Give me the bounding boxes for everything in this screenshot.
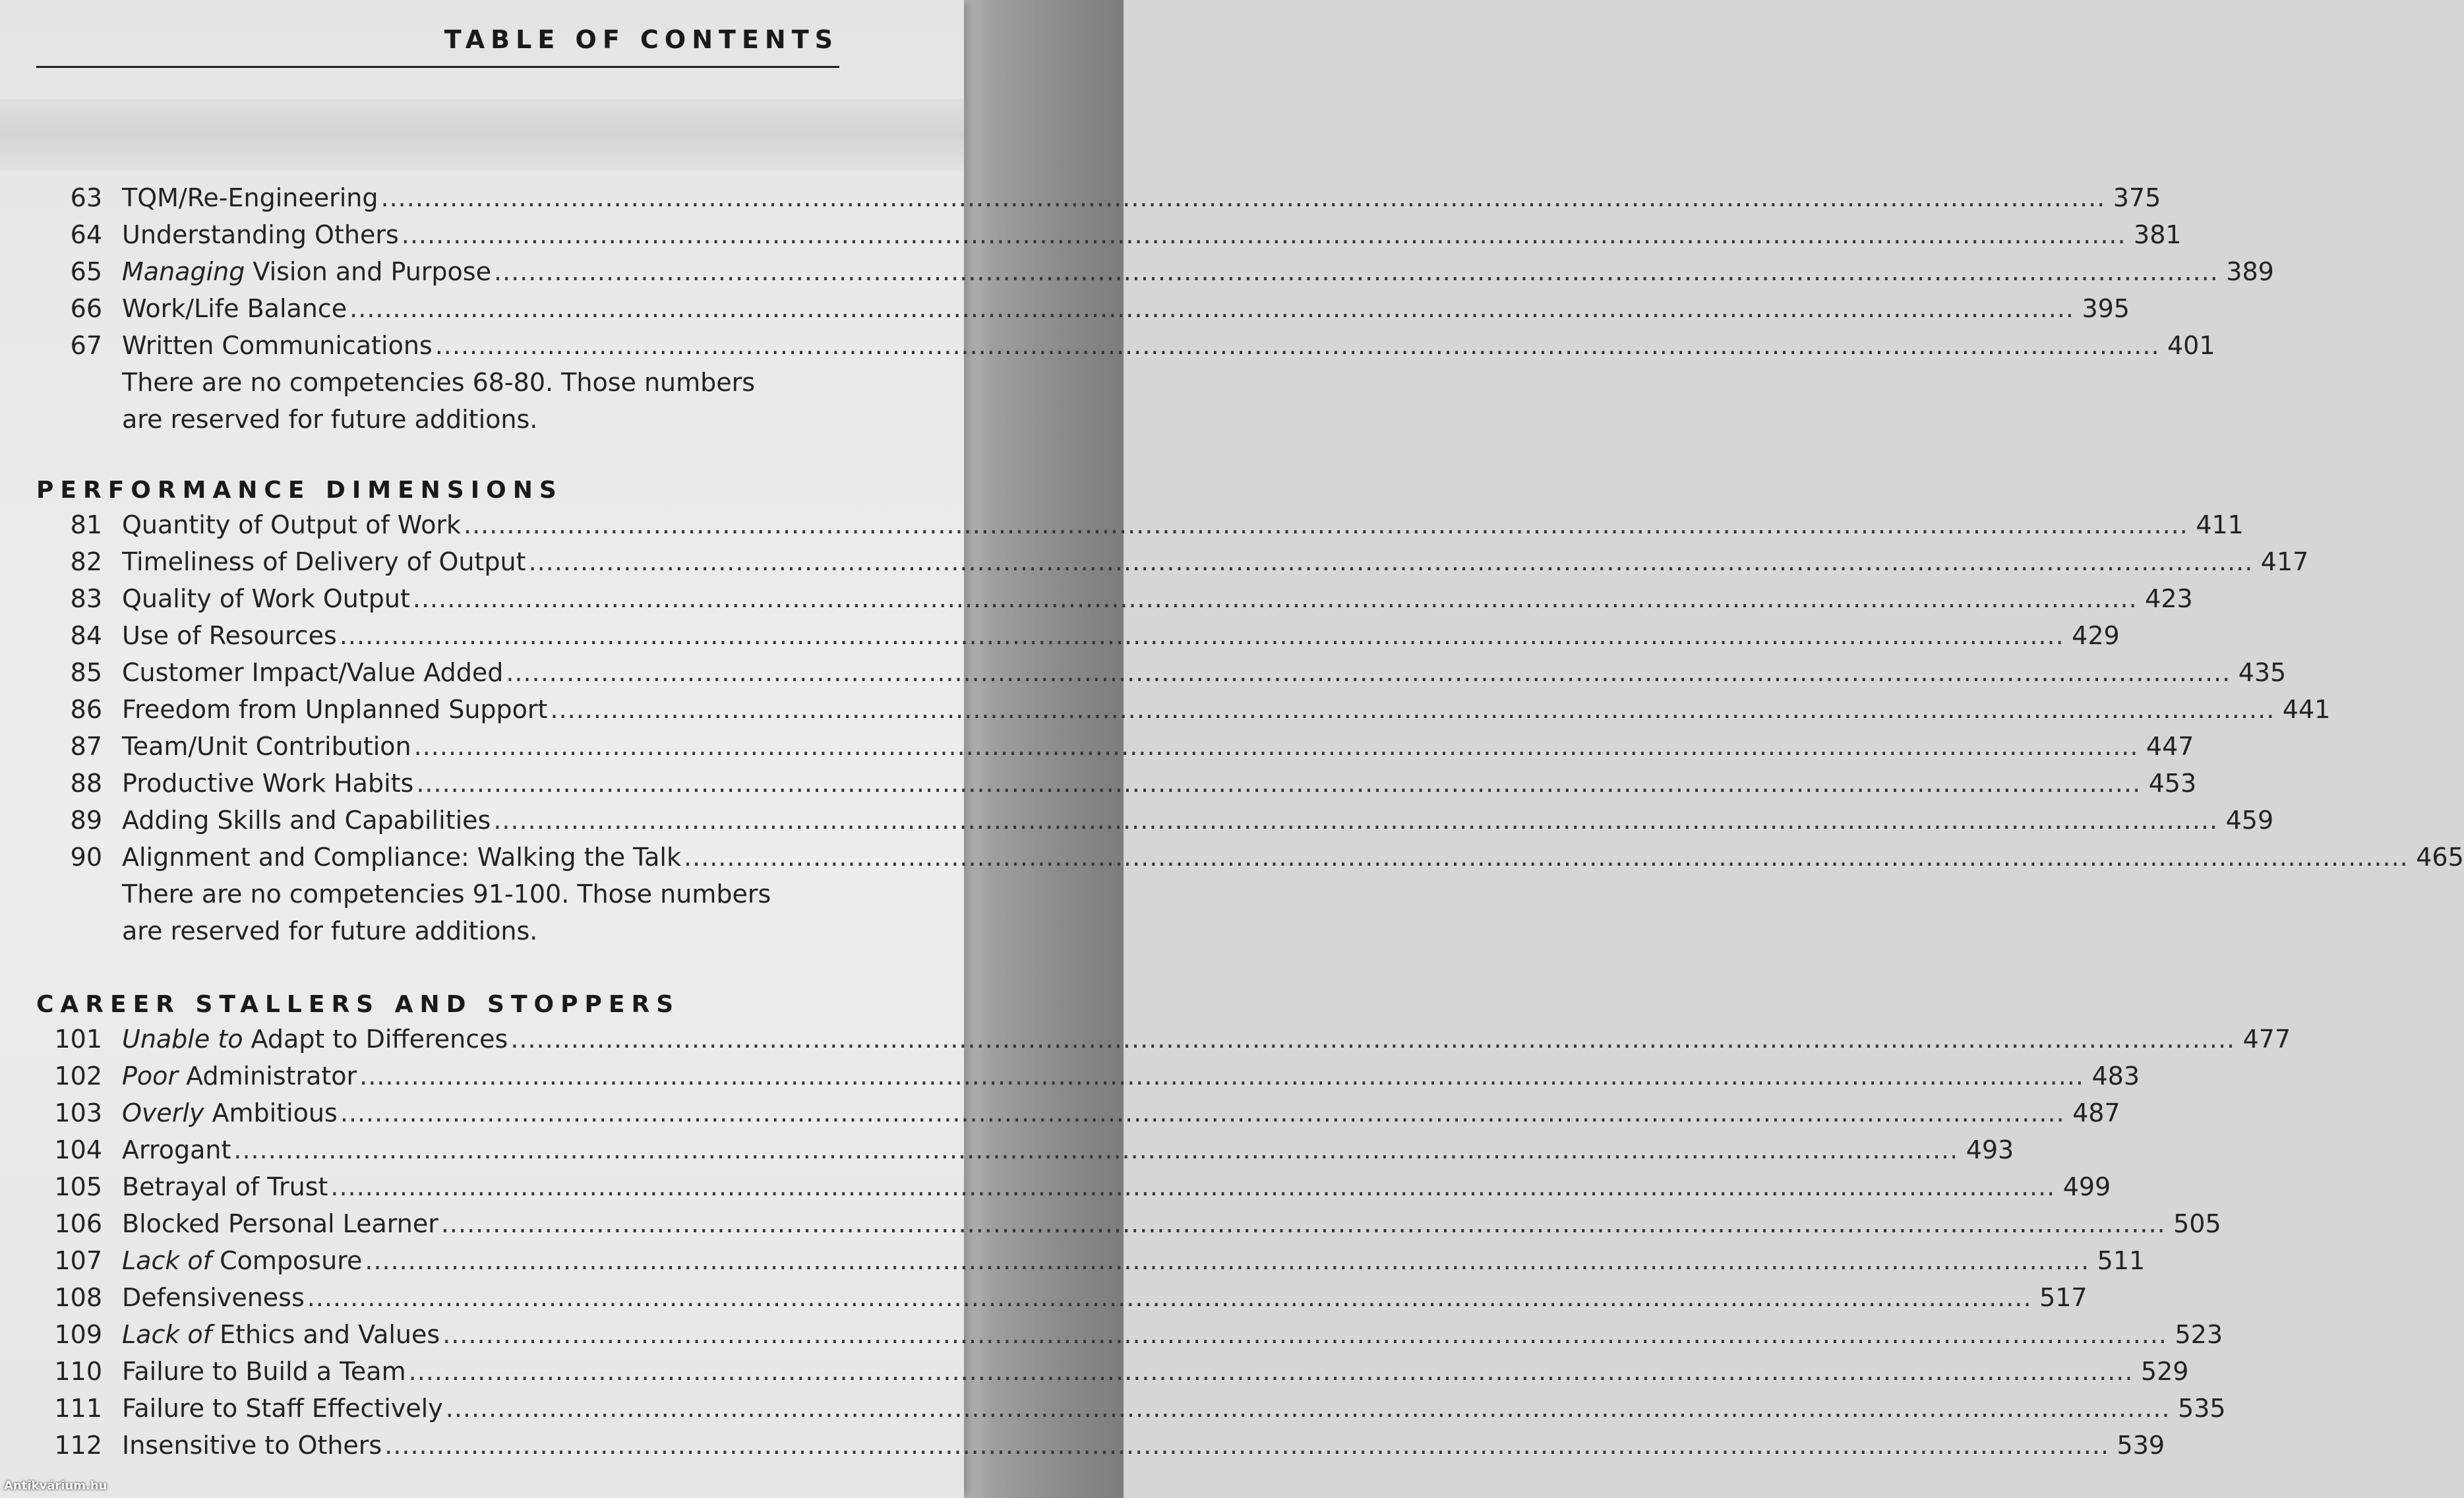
entry-page-number: 423 <box>2145 584 2193 613</box>
toc-entry[interactable] <box>36 290 2130 327</box>
toc-entry[interactable] <box>36 1131 2014 1168</box>
entry-number: 102 <box>54 1062 102 1091</box>
entry-title-wrap <box>122 1279 2035 1316</box>
entry-number: 67 <box>70 331 102 360</box>
entry-title <box>122 290 347 327</box>
entry-title <box>122 506 461 543</box>
entry-page-number: 441 <box>2282 695 2331 724</box>
toc-entry[interactable] <box>36 216 2182 253</box>
entry-title <box>122 617 337 654</box>
entry-page-number: 477 <box>2242 1025 2291 1054</box>
toc-entry[interactable] <box>36 617 2120 654</box>
toc-entry[interactable] <box>36 1094 2120 1131</box>
dot-leader: ........................................................................................................................................................................................................ <box>359 1062 2084 1091</box>
entry-title-text: Defensiveness <box>122 1283 305 1312</box>
entry-title-wrap <box>122 290 2077 327</box>
dot-leader: ........................................................................................................................................................................................................ <box>340 1098 2065 1127</box>
entry-title <box>122 1279 305 1316</box>
toc-entry[interactable] <box>36 1021 2291 1058</box>
entry-page-number: 505 <box>2173 1209 2221 1238</box>
entry-title-text: Freedom from Unplanned Support <box>122 695 548 724</box>
entry-title-text: Adapt to Differences <box>243 1025 508 1054</box>
entry-title-wrap <box>122 327 2163 364</box>
toc-entry[interactable] <box>36 179 2161 216</box>
toc-entry[interactable] <box>36 1390 2226 1427</box>
entry-title-text: Adding Skills and Capabilities <box>122 806 491 835</box>
entry-page-number: 529 <box>2140 1357 2189 1386</box>
toc-section-competencies-end <box>36 179 2274 438</box>
toc-entry[interactable] <box>36 1316 2223 1353</box>
entry-number: 110 <box>54 1357 102 1386</box>
entry-number: 90 <box>70 843 102 872</box>
toc-entry[interactable] <box>36 1058 2140 1094</box>
entry-page-number: 375 <box>2113 183 2161 212</box>
entry-title-wrap <box>122 1242 2092 1279</box>
entry-page-number: 459 <box>2225 806 2274 835</box>
section-heading: CAREER STALLERS AND STOPPERS <box>36 991 680 1018</box>
toc-entry[interactable] <box>36 839 2464 876</box>
entry-page-number: 493 <box>1966 1135 2014 1164</box>
entry-title-text: Betrayal of Trust <box>122 1172 328 1201</box>
entry-title <box>122 691 547 728</box>
entry-page-number: 539 <box>2117 1431 2165 1460</box>
entry-number: 83 <box>70 584 102 613</box>
dot-leader: ........................................................................................................................................................................................................ <box>380 183 2106 212</box>
entry-title-wrap <box>122 1021 2238 1058</box>
entry-title-text: Failure to Staff Effectively <box>122 1394 443 1423</box>
entry-title-text: Blocked Personal Learner <box>122 1209 438 1238</box>
entry-title <box>122 728 411 765</box>
toc-entry[interactable] <box>36 765 2197 802</box>
entry-number: 103 <box>54 1098 102 1127</box>
dot-leader: ........................................................................................................................................................................................................ <box>365 1246 2090 1275</box>
dot-leader: ........................................................................................................................................................................................................ <box>401 220 2126 249</box>
entry-title-wrap <box>122 1390 2173 1427</box>
dot-leader: ........................................................................................................................................................................................................ <box>683 843 2409 872</box>
entry-title-italic-prefix: Lack of <box>122 1246 212 1275</box>
entry-number: 64 <box>70 220 102 249</box>
dot-leader: ........................................................................................................................................................................................................ <box>464 510 2188 539</box>
entry-title-wrap <box>122 216 2129 253</box>
entry-number: 89 <box>70 806 102 835</box>
entry-number: 112 <box>54 1431 102 1460</box>
entry-page-number: 535 <box>2178 1394 2226 1423</box>
entry-title-wrap <box>122 839 2411 876</box>
running-head: TABLE OF CONTENTS <box>444 25 839 54</box>
entry-number: 104 <box>54 1135 102 1164</box>
entry-title-wrap <box>122 1058 2087 1094</box>
entry-number: 86 <box>70 695 102 724</box>
entry-title <box>122 654 503 691</box>
toc-section-performance-dimensions <box>36 475 2464 949</box>
entry-title-italic-prefix: Unable to <box>122 1025 243 1054</box>
entry-page-number: 523 <box>2175 1320 2223 1349</box>
entry-title-text: Insensitive to Others <box>122 1431 382 1460</box>
toc-entry[interactable] <box>36 327 2215 364</box>
entry-title-wrap <box>122 802 2221 839</box>
entry-title-text: Team/Unit Contribution <box>122 732 411 761</box>
entry-title <box>122 1094 338 1131</box>
entry-title-text: Use of Resources <box>122 621 337 650</box>
dot-leader: ........................................................................................................................................................................................................ <box>339 621 2064 650</box>
entry-page-number: 517 <box>2039 1283 2088 1312</box>
entry-title-wrap <box>122 654 2233 691</box>
entry-title-wrap <box>122 1168 2058 1205</box>
entry-number: 111 <box>54 1394 102 1423</box>
entry-page-number: 417 <box>2260 547 2309 576</box>
toc-entry[interactable] <box>36 1427 2165 1464</box>
entry-number: 82 <box>70 547 102 576</box>
toc-entry[interactable] <box>36 1242 2146 1279</box>
entry-title <box>122 253 491 290</box>
entry-title-text: Arrogant <box>122 1135 231 1164</box>
toc-entry[interactable] <box>36 543 2309 580</box>
entry-number: 88 <box>70 769 102 798</box>
entry-title <box>122 1316 440 1353</box>
entry-title <box>122 1242 362 1279</box>
dot-leader: ........................................................................................................................................................................................................ <box>445 1394 2171 1423</box>
dot-leader: ........................................................................................................................................................................................................ <box>510 1025 2236 1054</box>
entry-title <box>122 765 413 802</box>
dot-leader: ........................................................................................................................................................................................................ <box>440 1209 2166 1238</box>
entry-title <box>122 580 410 617</box>
toc-entry[interactable] <box>36 802 2274 839</box>
entry-title-text: Administrator <box>178 1062 357 1091</box>
toc-entry[interactable] <box>36 728 2194 765</box>
entry-page-number: 447 <box>2146 732 2194 761</box>
entry-title-wrap <box>122 1205 2169 1242</box>
entry-title-wrap <box>122 580 2140 617</box>
entry-number: 65 <box>70 257 102 286</box>
toc-entry[interactable] <box>36 253 2274 290</box>
entry-title-text: Quantity of Output of Work <box>122 510 462 539</box>
entry-page-number: 487 <box>2072 1098 2120 1127</box>
entry-number: 84 <box>70 621 102 650</box>
entry-number: 87 <box>70 732 102 761</box>
entry-title <box>122 802 491 839</box>
dot-leader: ........................................................................................................................................................................................................ <box>528 547 2254 576</box>
dot-leader: ........................................................................................................................................................................................................ <box>550 695 2275 724</box>
entry-title-text: Alignment and Compliance: Walking the Talk <box>122 843 681 872</box>
entry-page-number: 499 <box>2062 1172 2111 1201</box>
entry-page-number: 381 <box>2134 220 2182 249</box>
section-heading: PERFORMANCE DIMENSIONS <box>36 477 563 504</box>
entry-page-number: 465 <box>2416 843 2464 872</box>
entry-title <box>122 1353 406 1390</box>
entry-title-text: Customer Impact/Value Added <box>122 658 504 687</box>
entry-title-wrap <box>122 765 2144 802</box>
entry-title-text: Written Communications <box>122 331 433 360</box>
entry-number: 109 <box>54 1320 102 1349</box>
dot-leader: ........................................................................................................................................................................................................ <box>506 658 2231 687</box>
entry-title-text: Failure to Build a Team <box>122 1357 406 1386</box>
entry-title-wrap <box>122 617 2067 654</box>
entry-title-text: Quality of Work Output <box>122 584 410 613</box>
toc-entry[interactable] <box>36 1168 2111 1205</box>
entry-page-number: 395 <box>2082 294 2130 323</box>
toc-entry[interactable] <box>36 1353 2189 1390</box>
dot-leader: ........................................................................................................................................................................................................ <box>307 1283 2032 1312</box>
dot-leader: ........................................................................................................................................................................................................ <box>435 331 2160 360</box>
watermark: Antikvárium.hu <box>4 1479 107 1493</box>
entry-page-number: 483 <box>2091 1062 2140 1091</box>
toc-entry[interactable] <box>36 691 2331 728</box>
entry-number: 66 <box>70 294 102 323</box>
entry-title-text: Vision and Purpose <box>245 257 491 286</box>
entry-number: 107 <box>54 1246 102 1275</box>
entry-title <box>122 1205 438 1242</box>
section-note: There are no competencies 91-100. Those numbers are reserved for future additions. <box>122 880 771 945</box>
entry-title <box>122 327 433 364</box>
toc-entry[interactable] <box>36 1205 2221 1242</box>
entry-title <box>122 839 681 876</box>
entry-page-number: 389 <box>2226 257 2274 286</box>
dot-leader: ........................................................................................................................................................................................................ <box>349 294 2074 323</box>
dot-leader: ........................................................................................................................................................................................................ <box>412 584 2138 613</box>
entry-title <box>122 1131 231 1168</box>
header-rule <box>36 66 839 68</box>
entry-number: 105 <box>54 1172 102 1201</box>
entry-title-wrap <box>122 543 2256 580</box>
entry-number: 106 <box>54 1209 102 1238</box>
dot-leader: ........................................................................................................................................................................................................ <box>408 1357 2134 1386</box>
entry-title <box>122 1390 443 1427</box>
entry-title <box>122 543 526 580</box>
entry-title-text: Work/Life Balance <box>122 294 347 323</box>
bleed-through-band <box>0 99 964 171</box>
entry-title <box>122 216 399 253</box>
entry-page-number: 401 <box>2167 331 2215 360</box>
entry-title-italic-prefix: Lack of <box>122 1320 212 1349</box>
entry-title-italic-prefix: Poor <box>122 1062 179 1091</box>
dot-leader: ........................................................................................................................................................................................................ <box>493 257 2219 286</box>
entry-title-text: Productive Work Habits <box>122 769 414 798</box>
entry-title <box>122 1427 382 1464</box>
entry-page-number: 435 <box>2238 658 2287 687</box>
dot-leader: ........................................................................................................................................................................................................ <box>384 1431 2110 1460</box>
entry-title-wrap <box>122 728 2141 765</box>
entry-number: 108 <box>54 1283 102 1312</box>
toc-section-career-stallers <box>36 989 2291 1464</box>
entry-title-text: TQM/Re-Engineering <box>122 183 378 212</box>
toc-entry[interactable] <box>36 580 2193 617</box>
dot-leader: ........................................................................................................................................................................................................ <box>442 1320 2168 1349</box>
toc-entry[interactable] <box>36 654 2287 691</box>
entry-title-italic-prefix: Managing <box>122 257 245 286</box>
entry-title-text: Ethics and Values <box>212 1320 440 1349</box>
entry-title-wrap <box>122 506 2191 543</box>
dot-leader: ........................................................................................................................................................................................................ <box>330 1172 2056 1201</box>
entry-page-number: 511 <box>2097 1246 2146 1275</box>
entry-title-italic-prefix: Overly <box>122 1098 204 1127</box>
entry-number: 85 <box>70 658 102 687</box>
entry-title-text: Timeliness of Delivery of Output <box>122 547 526 576</box>
dot-leader: ........................................................................................................................................................................................................ <box>416 769 2142 798</box>
entry-title <box>122 1168 328 1205</box>
entry-page-number: 453 <box>2148 769 2197 798</box>
entry-title-wrap <box>122 1353 2136 1390</box>
entry-title <box>122 179 378 216</box>
toc-entry[interactable] <box>36 1279 2088 1316</box>
section-note: There are no competencies 68-80. Those numbers are reserved for future additions. <box>122 368 756 434</box>
entry-title <box>122 1058 357 1094</box>
entry-title-text: Composure <box>212 1246 363 1275</box>
entry-title-text: Understanding Others <box>122 220 399 249</box>
entry-page-number: 429 <box>2072 621 2120 650</box>
entry-number: 81 <box>70 510 102 539</box>
dot-leader: ........................................................................................................................................................................................................ <box>413 732 2139 761</box>
entry-title-wrap <box>122 1427 2112 1464</box>
entry-title-wrap <box>122 1094 2068 1131</box>
entry-title <box>122 1021 508 1058</box>
entry-number: 63 <box>70 183 102 212</box>
entry-title-wrap <box>122 1316 2170 1353</box>
entry-title-text: Ambitious <box>204 1098 338 1127</box>
entry-page-number: 411 <box>2196 510 2244 539</box>
entry-number: 101 <box>54 1025 102 1054</box>
entry-title-wrap <box>122 179 2108 216</box>
dot-leader: ........................................................................................................................................................................................................ <box>493 806 2219 835</box>
dot-leader: ........................................................................................................................................................................................................ <box>233 1135 1959 1164</box>
entry-title-wrap <box>122 253 2221 290</box>
toc-entry[interactable] <box>36 506 2244 543</box>
entry-title-wrap <box>122 1131 1961 1168</box>
entry-title-wrap <box>122 691 2277 728</box>
